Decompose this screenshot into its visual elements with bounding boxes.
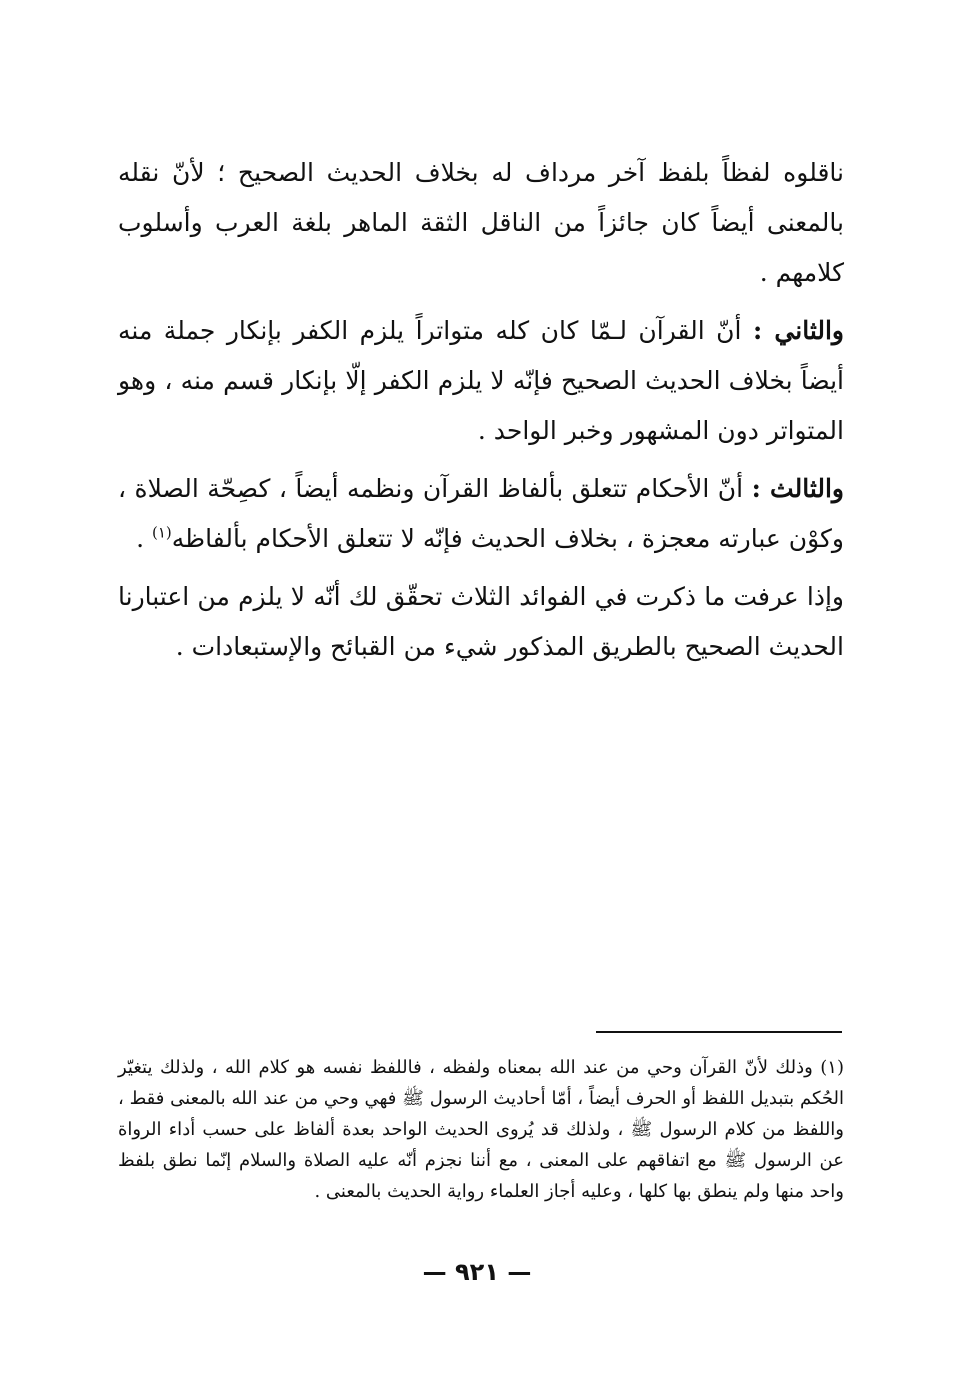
footnote-separator — [596, 1031, 842, 1033]
footnote-text: وذلك لأنّ القرآن وحي من عند الله بمعناه ولفظه ، فاللفظ نفسه هو كلام الله ، ولذلك يتغيّر الحُكم بتبديل اللفظ أو الحرف أيضاً ، أمّا أحاديث الرسول ﷺ فهي وحي من عند الله بالمعنى فقط ، واللفظ من كلام الرسول ﷺ ، ولذلك قد يُروى الحديث الواحد بعدة ألفاظ على حسب أداء الرواة عن الرسول ﷺ مع اتفاقهم على المعنى ، مع أننا نجزم أنّه عليه الصلاة والسلام إنّما نطق بلفظ واحد منها ولم ينطق بها كلها ، وعليه أجاز العلماء رواية الحديث بالمعنى . — [118, 1057, 844, 1202]
paragraph-3-heading: والثالث : — [751, 474, 844, 503]
page-number: — ٩٢١ — — [422, 1258, 532, 1286]
paragraph-2-text: أنّ القرآن لـمّا كان كله متواتراً يلزم الكفر بإنكار جملة منه أيضاً بخلاف الحديث الصحيح فإنّه لا يلزم الكفر إلّا بإنكار قسم منه ، وهو المتواتر دون المشهور وخبر الواحد . — [118, 316, 844, 445]
footnotes — [118, 1052, 844, 1207]
paragraph-2 — [118, 306, 844, 456]
paragraph-3-text: أنّ الأحكام تتعلق بألفاظ القرآن ونظمه أيضاً ، كصِحّة الصلاة ، وكوْن عبارته معجزة ، بخلاف الحديث فإنّه لا تتعلق الأحكام بألفاظه — [118, 474, 844, 553]
footnote-1 — [118, 1052, 844, 1207]
paragraph-2-heading: والثاني : — [752, 316, 844, 345]
paragraph-3 — [118, 464, 844, 564]
paragraph-3-end: . — [136, 524, 145, 553]
paragraph-4: وإذا عرفت ما ذكرت في الفوائد الثلاث تحقّق لك أنّه لا يلزم من اعتبارنا الحديث الصحيح بالطريق المذكور شيء من القبائح والإستبعادات . — [118, 582, 844, 661]
main-text — [118, 148, 844, 680]
paragraph-1: ناقلوه لفظاً بلفظ آخر مرداف له بخلاف الحديث الصحيح ؛ لأنّ نقله بالمعنى أيضاً كان جائزاً من الناقل الثقة الماهر بلغة العرب وأسلوب كلامهم . — [118, 158, 844, 287]
footnote-reference[interactable]: (١) — [151, 523, 172, 542]
footnote-marker: (١) — [820, 1057, 844, 1078]
